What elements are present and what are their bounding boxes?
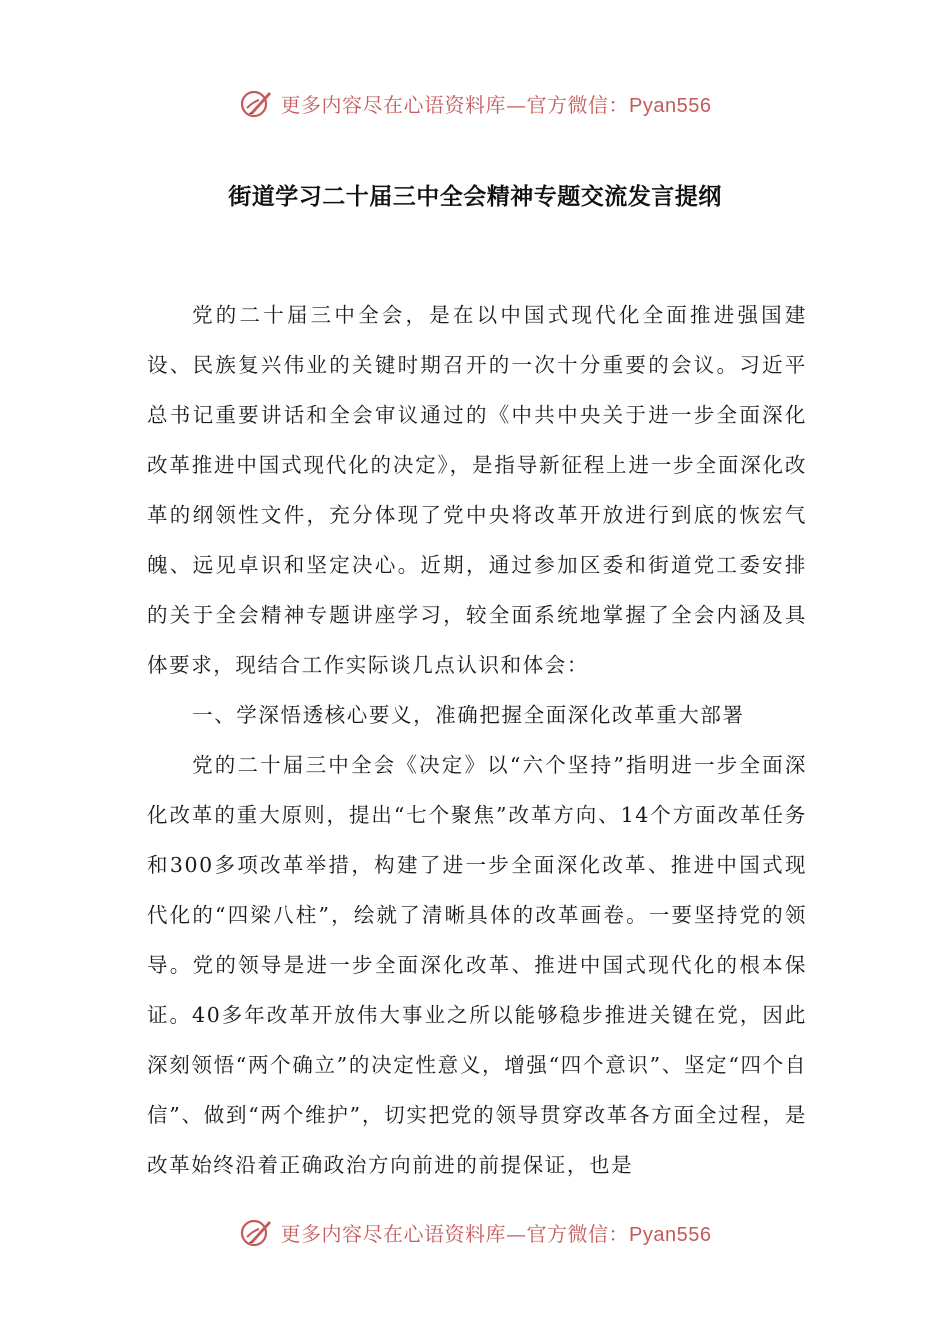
watermark-text: [281, 1218, 712, 1247]
section-heading-1: 一、学深悟透核心要义，准确把握全面深化改革重大部署: [192, 703, 745, 727]
paragraph-intro: 党的二十届三中全会，是在以中国式现代化全面推进强国建设、民族复兴伟业的关键时期召开的一次十分重要的会议。习近平总书记重要讲话和全会审议通过的《中共中央关于进一步全面深化改革推进中国式现代化的决定》，是指导新征程上进一步全面深化改革的纲领性文件，充分体现了党中央将改革开放进行到底的恢宏气魄、远见卓识和坚定决心。近期，通过参加区委和街道党工委安排的关于全会精神专题讲座学习，较全面系统地掌握了全会内涵及具体要求，现结合工作实际谈几点认识和体会：: [147, 303, 807, 677]
watermark-banner-top: [0, 83, 950, 123]
document-title: 街道学习二十届三中全会精神专题交流发言提纲: [228, 184, 722, 210]
watermark-handle: Pyan556: [629, 94, 712, 117]
document-body: [147, 290, 807, 1190]
watermark-handle: Pyan556: [629, 1223, 712, 1246]
watermark-label: 更多内容尽在心语资料库—官方微信：: [280, 92, 630, 117]
pen-logo-icon: [239, 1215, 273, 1249]
pen-logo-icon: [239, 86, 273, 120]
paragraph-section-1: 党的二十届三中全会《决定》以“六个坚持”指明进一步全面深化改革的重大原则，提出“七个聚焦”改革方向、14个方面改革任务和300多项改革举措，构建了进一步全面深化改革、推进中国式现代化的“四梁八柱”，绘就了清晰具体的改革画卷。一要坚持党的领导。党的领导是进一步全面深化改革、推进中国式现代化的根本保证。40多年改革开放伟大事业之所以能够稳步推进关键在党，因此深刻领悟“两个确立”的决定性意义，增强“四个意识”、坚定“四个自信”、做到“两个维护”，切实把党的领导贯穿改革各方面全过程，是改革始终沿着正确政治方向前进的前提保证，也是: [147, 753, 807, 1177]
watermark-label: 更多内容尽在心语资料库—官方微信：: [280, 1221, 630, 1246]
watermark-banner-bottom: [0, 1212, 950, 1252]
watermark-text: [281, 89, 712, 118]
